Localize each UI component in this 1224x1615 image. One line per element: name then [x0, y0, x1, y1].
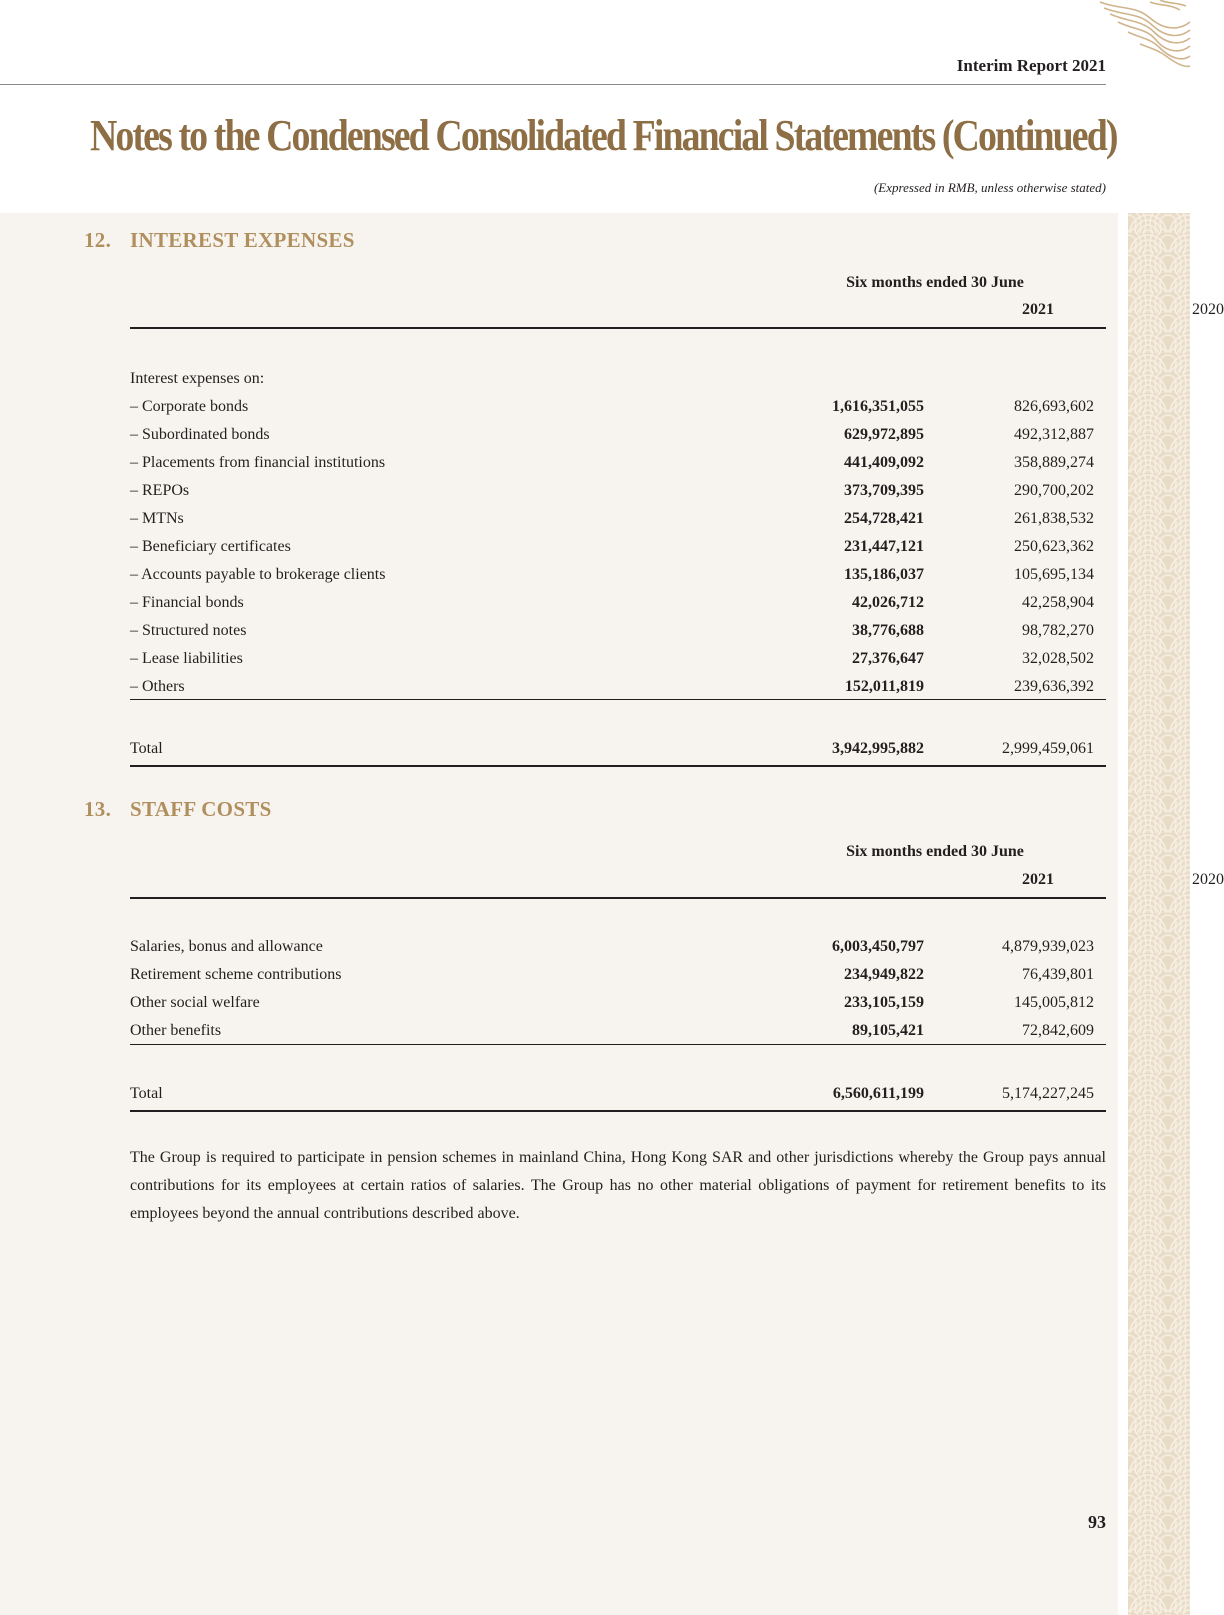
row-label: – Financial bonds: [130, 594, 244, 611]
page-title: Notes to the Condensed Consolidated Financial Statements (Continued): [90, 111, 1117, 160]
column-header-2020: 2020: [1192, 301, 1224, 318]
table-row: [130, 395, 1106, 419]
row-label: – Subordinated bonds: [130, 426, 270, 443]
value-2021: 27,376,647: [852, 650, 924, 667]
total-row: [130, 1082, 1106, 1106]
value-2021: 234,949,822: [844, 966, 924, 983]
value-2021: 89,105,421: [852, 1022, 924, 1039]
value-2021: 231,447,121: [844, 538, 924, 555]
report-label: Interim Report 2021: [956, 56, 1106, 75]
table-row: [130, 619, 1106, 643]
period-header: Six months ended 30 June: [846, 843, 1024, 860]
column-header-2021: 2021: [1022, 301, 1054, 318]
total-rule: [130, 765, 1106, 767]
period-header: Six months ended 30 June: [846, 274, 1024, 291]
header-rule: [130, 897, 1106, 899]
row-label: – Lease liabilities: [130, 650, 243, 667]
section-number: 12.: [84, 228, 112, 252]
table-row: [130, 479, 1106, 503]
row-label: – Accounts payable to brokerage clients: [130, 566, 386, 583]
value-2020: 76,439,801: [1022, 966, 1094, 983]
value-2020: 4,879,939,023: [1002, 938, 1094, 955]
value-2020: 5,174,227,245: [1002, 1085, 1094, 1102]
section-title: INTEREST EXPENSES: [130, 228, 355, 252]
currency-note: (Expressed in RMB, unless otherwise stated): [873, 180, 1106, 195]
value-2021: 152,011,819: [844, 678, 924, 695]
header-rule: [0, 84, 1106, 85]
row-label: – MTNs: [130, 510, 184, 527]
value-2021: 3,942,995,882: [832, 740, 924, 757]
section-title: STAFF COSTS: [130, 797, 272, 821]
value-2021: 441,409,092: [844, 454, 924, 471]
section-heading-staff-costs: [84, 797, 272, 822]
row-label: – Structured notes: [130, 622, 247, 639]
header-rule: [130, 327, 1106, 329]
row-label: – Corporate bonds: [130, 398, 249, 415]
subtotal-rule: [130, 1044, 1106, 1045]
column-header-2020: 2020: [1192, 871, 1224, 888]
value-2021: 373,709,395: [844, 482, 924, 499]
value-2020: 358,889,274: [1014, 454, 1094, 471]
table-subheading: [130, 367, 1106, 391]
row-label: Other benefits: [130, 1022, 222, 1039]
value-2020: 492,312,887: [1014, 426, 1094, 443]
row-label: Other social welfare: [130, 994, 260, 1011]
value-2021: 6,560,611,199: [832, 1085, 924, 1102]
table-row: [130, 423, 1106, 447]
value-2021: 42,026,712: [852, 594, 924, 611]
value-2020: 239,636,392: [1014, 678, 1094, 695]
table-row: [130, 563, 1106, 587]
seigaiha-pattern-icon: [1128, 213, 1190, 1615]
value-2020: 261,838,532: [1014, 510, 1094, 527]
value-2020: 2,999,459,061: [1002, 740, 1094, 757]
table-row: [130, 451, 1106, 475]
value-2020: 145,005,812: [1014, 994, 1094, 1011]
section-heading-interest-expenses: [84, 228, 355, 253]
total-row: [130, 737, 1106, 761]
row-label: – Others: [130, 678, 185, 695]
row-label: – REPOs: [130, 482, 190, 499]
row-label: Interest expenses on:: [130, 370, 265, 387]
page-number: 93: [1088, 1512, 1106, 1532]
row-label: – Beneficiary certificates: [130, 538, 291, 555]
table-row: [130, 991, 1106, 1015]
value-2021: 629,972,895: [844, 426, 924, 443]
value-2021: 38,776,688: [852, 622, 924, 639]
value-2020: 105,695,134: [1014, 566, 1094, 583]
value-2020: 32,028,502: [1022, 650, 1094, 667]
table-row: [130, 963, 1106, 987]
section-number: 13.: [84, 797, 112, 821]
value-2021: 254,728,421: [844, 510, 924, 527]
row-label: Total: [130, 740, 163, 757]
value-2020: 290,700,202: [1014, 482, 1094, 499]
table-row: [130, 591, 1106, 615]
table-row: [130, 535, 1106, 559]
value-2021: 1,616,351,055: [832, 398, 924, 415]
value-2020: 250,623,362: [1014, 538, 1094, 555]
value-2021: 135,186,037: [844, 566, 924, 583]
row-label: Salaries, bonus and allowance: [130, 938, 323, 955]
value-2020: 42,258,904: [1022, 594, 1094, 611]
value-2020: 98,782,270: [1022, 622, 1094, 639]
subtotal-rule: [130, 699, 1106, 700]
pension-note-paragraph: The Group is required to participate in pension schemes in mainland China, Hong Kong SAR and other jurisdictions whereby the Group pays annual contributions for its employees at certain ratios of salaries. The Group has no other material obligations of payment for retirement benefits to its employees beyond the annual contributions described above.: [130, 1149, 1106, 1222]
value-2021: 233,105,159: [844, 994, 924, 1011]
row-label: Retirement scheme contributions: [130, 966, 342, 983]
column-header-2021: 2021: [1022, 871, 1054, 888]
table-row: [130, 647, 1106, 671]
value-2020: 826,693,602: [1014, 398, 1094, 415]
table-row: [130, 935, 1106, 959]
row-label: Total: [130, 1085, 163, 1102]
value-2021: 6,003,450,797: [832, 938, 924, 955]
table-row: [130, 1019, 1106, 1043]
row-label: – Placements from financial institutions: [130, 454, 386, 471]
table-row: [130, 675, 1106, 699]
total-rule: [130, 1110, 1106, 1112]
table-row: [130, 507, 1106, 531]
value-2020: 72,842,609: [1022, 1022, 1094, 1039]
